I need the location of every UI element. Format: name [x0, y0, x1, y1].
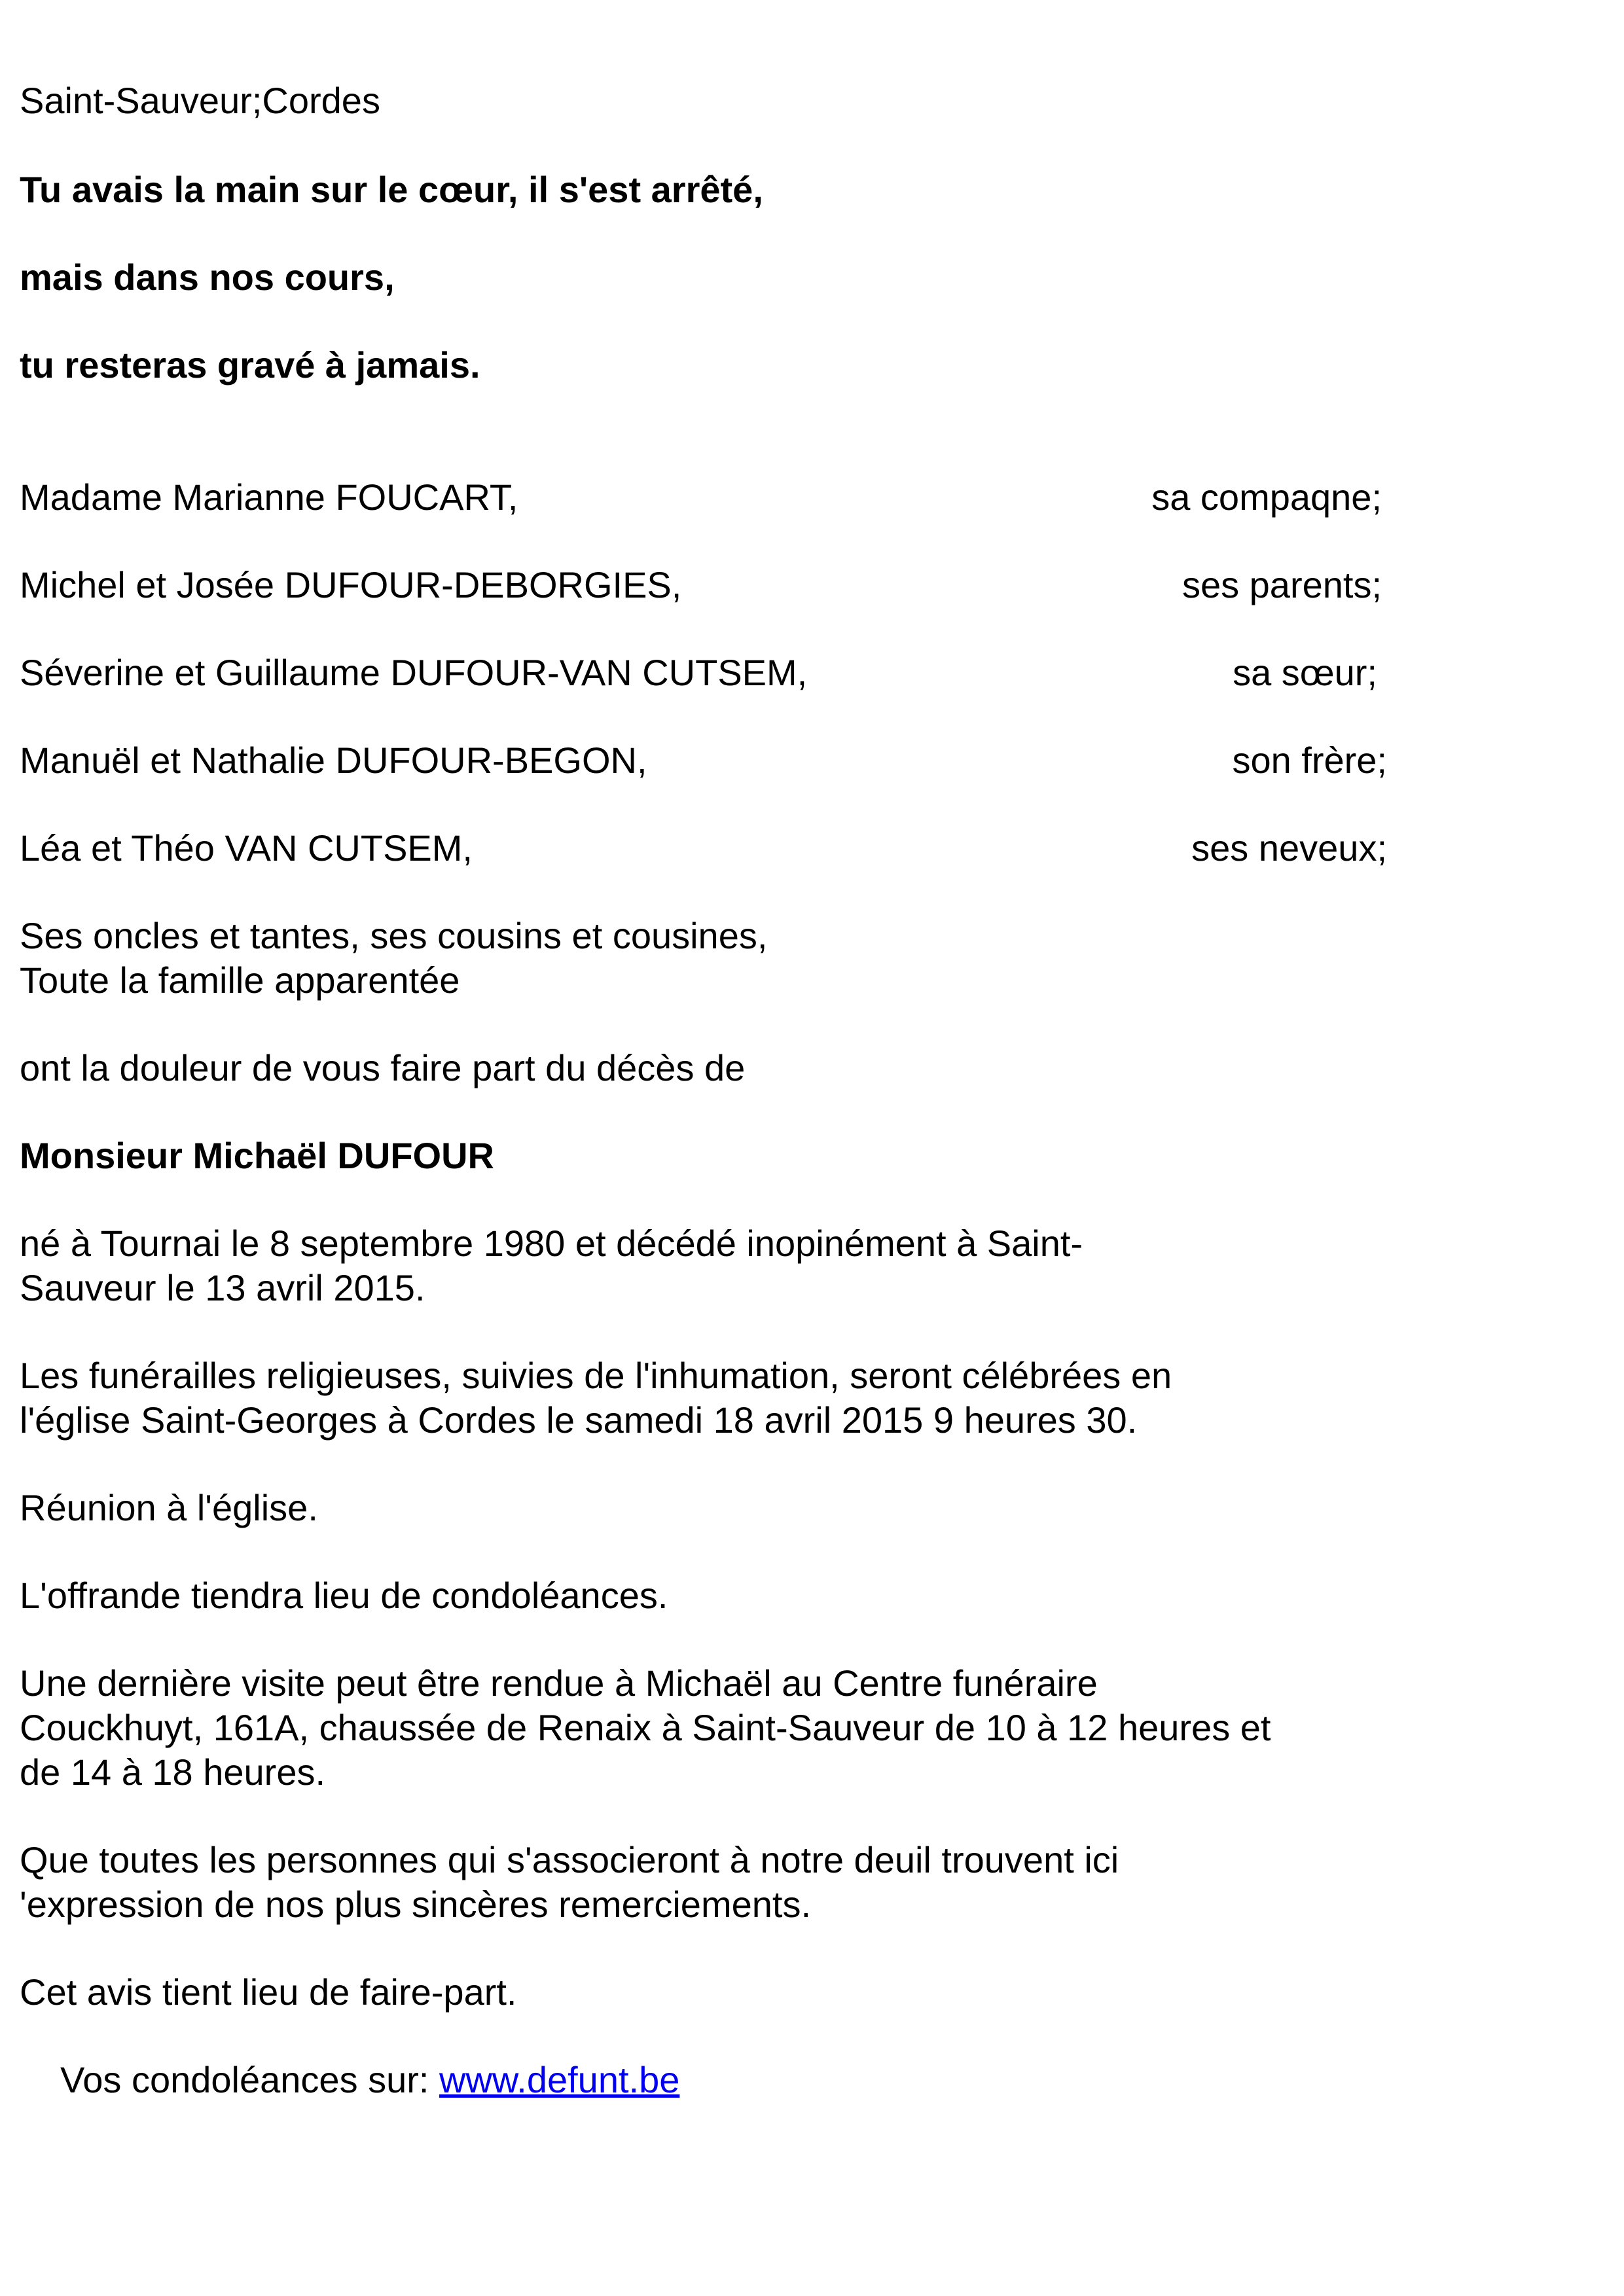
place-header: Saint-Sauveur;Cordes	[20, 80, 380, 121]
family-relation-1: sa compaqne;	[1151, 476, 1382, 518]
thanks-line-2: 'expression de nos plus sincères remerciements.	[20, 1884, 812, 1925]
notice-text: Cet avis tient lieu de faire-part.	[20, 1971, 517, 2013]
deceased-name: Monsieur Michaël DUFOUR	[20, 1135, 494, 1176]
extended-family	[20, 914, 1394, 1003]
birth-death-paragraph	[20, 1221, 1394, 1310]
funeral-paragraph	[20, 1354, 1394, 1443]
birth-death-line-2: Sauveur le 13 avril 2015.	[20, 1267, 425, 1308]
announcement-text: ont la douleur de vous faire part du décès de	[20, 1047, 746, 1088]
family-relation-5: ses neveux;	[1191, 827, 1387, 869]
poem-line-2: mais dans nos cours,	[20, 257, 395, 298]
condolences-link[interactable]: www.defunt.be	[439, 2059, 680, 2100]
thanks-paragraph	[20, 1838, 1394, 1927]
visit-line-2: Couckhuyt, 161A, chaussée de Renaix à Saint-Sauveur de 10 à 12 heures et	[20, 1707, 1271, 1748]
extended-family-line-1: Ses oncles et tantes, ses cousins et cousines,	[20, 915, 768, 956]
family-name-5: Léa et Théo VAN CUTSEM,	[20, 827, 473, 869]
family-name-2: Michel et Josée DUFOUR-DEBORGIES,	[20, 564, 682, 605]
condolences-line	[60, 2058, 679, 2102]
thanks-line-1: Que toutes les personnes qui s'associeront à notre deuil trouvent ici	[20, 1839, 1119, 1880]
poem-line-1: Tu avais la main sur le cœur, il s'est arrêté,	[20, 169, 763, 210]
family-name-4: Manuël et Nathalie DUFOUR-BEGON,	[20, 740, 647, 781]
family-relation-4: son frère;	[1232, 740, 1387, 781]
poem-line-3: tu resteras gravé à jamais.	[20, 344, 480, 386]
visit-paragraph	[20, 1661, 1394, 1795]
visit-line-3: de 14 à 18 heures.	[20, 1751, 326, 1793]
family-name-3: Séverine et Guillaume DUFOUR-VAN CUTSEM,	[20, 652, 808, 693]
meeting-text: Réunion à l'église.	[20, 1487, 318, 1528]
funeral-line-2: l'église Saint-Georges à Cordes le samedi 18 avril 2015 9 heures 30.	[20, 1399, 1138, 1441]
extended-family-line-2: Toute la famille apparentée	[20, 960, 460, 1001]
condolences-label: Vos condoléances sur:	[60, 2059, 440, 2100]
visit-line-1: Une dernière visite peut être rendue à Michaël au Centre funéraire	[20, 1662, 1098, 1704]
family-relation-2: ses parents;	[1182, 564, 1382, 605]
family-relation-3: sa sœur;	[1233, 652, 1377, 693]
family-name-1: Madame Marianne FOUCART,	[20, 476, 518, 518]
offering-text: L'offrande tiendra lieu de condoléances.	[20, 1575, 668, 1616]
birth-death-line-1: né à Tournai le 8 septembre 1980 et décédé inopinément à Saint-	[20, 1223, 1083, 1264]
funeral-line-1: Les funérailles religieuses, suivies de l'inhumation, seront célébrées en	[20, 1355, 1172, 1396]
